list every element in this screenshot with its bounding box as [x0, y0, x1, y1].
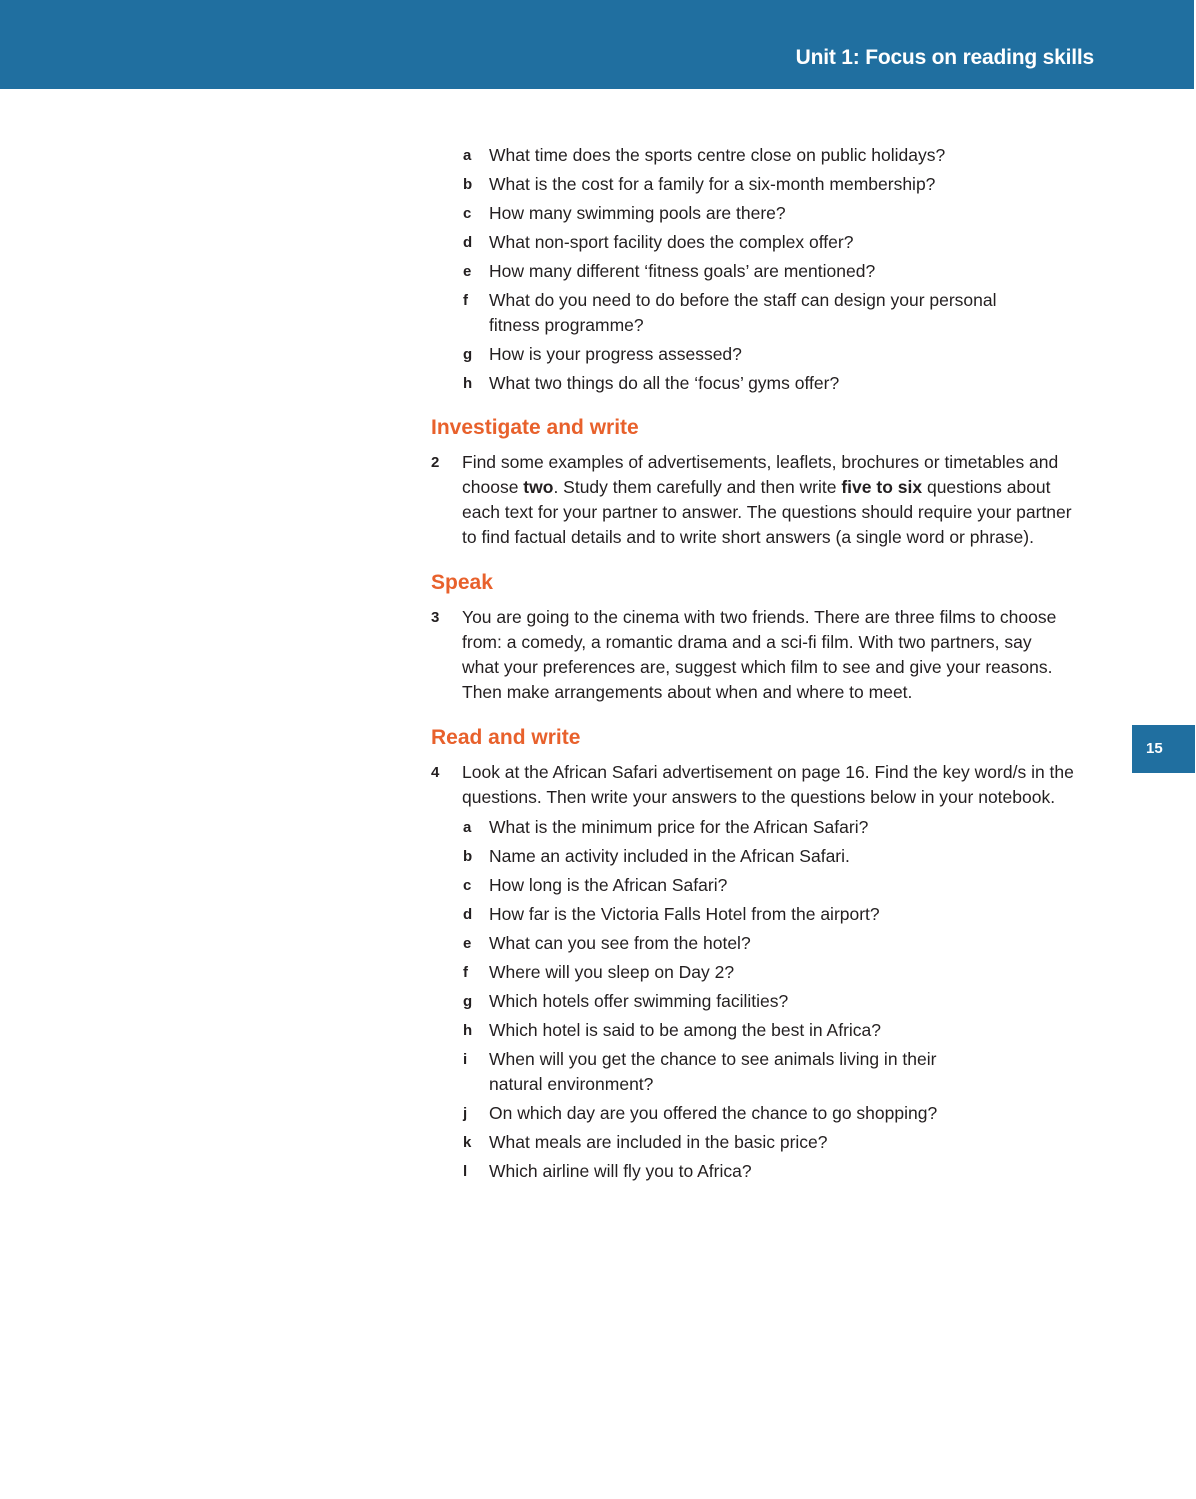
task-4 [431, 760, 1101, 810]
list-item [463, 1130, 1101, 1155]
item-letter: a [463, 819, 472, 836]
list-item [463, 1159, 1101, 1184]
item-letter: g [463, 993, 473, 1010]
list-item [463, 902, 1101, 927]
task-number: 2 [431, 454, 440, 471]
task-text: You are going to the cinema with two friends. There are three films to choose from: a comedy, a romantic drama and a sci-fi film. With two partners, say what your preferences are, suggest which film to see and give your reasons. Then make arrangements about when and where to meet. [462, 607, 1057, 702]
page-number: 15 [1146, 740, 1163, 757]
item-letter: b [463, 848, 473, 865]
page-header-band [0, 0, 1194, 89]
item-letter: b [463, 176, 473, 193]
task-2 [431, 450, 1101, 550]
page-content [431, 143, 1101, 1188]
list-item [463, 989, 1101, 1014]
list-item [463, 873, 1101, 898]
task-number: 3 [431, 609, 440, 626]
item-text: How many different ‘fitness goals’ are mentioned? [489, 261, 876, 281]
item-letter: c [463, 205, 472, 222]
task-text: Look at the African Safari advertisement on page 16. Find the key word/s in the questions. Then write your answers to the questions below in your notebook. [462, 762, 1074, 807]
section-heading-investigate: Investigate and write [431, 416, 639, 439]
section-heading-read-write: Read and write [431, 726, 581, 749]
item-letter: k [463, 1134, 472, 1151]
page-number-tab [1132, 725, 1195, 773]
list-item [463, 201, 1101, 226]
item-letter: c [463, 877, 472, 894]
item-text: When will you get the chance to see animals living in their natural environment? [489, 1049, 937, 1094]
item-text: What do you need to do before the staff can design your personal fitness programme? [489, 290, 997, 335]
list-item [463, 815, 1101, 840]
list-item [463, 259, 1101, 284]
list-item [463, 230, 1101, 255]
section-heading-speak: Speak [431, 571, 493, 594]
item-text: Which hotels offer swimming facilities? [489, 991, 789, 1011]
task-text [462, 450, 1082, 550]
item-letter: g [463, 346, 473, 363]
question-list-1 [463, 143, 1101, 396]
task-number: 4 [431, 764, 440, 781]
item-letter: d [463, 234, 473, 251]
item-text: What two things do all the ‘focus’ gyms offer? [489, 373, 840, 393]
item-text: Which hotel is said to be among the best in Africa? [489, 1020, 882, 1040]
item-letter: l [463, 1163, 468, 1180]
item-text: How is your progress assessed? [489, 344, 742, 364]
item-text: Name an activity included in the African Safari. [489, 846, 850, 866]
list-item [463, 844, 1101, 869]
item-text: What non-sport facility does the complex offer? [489, 232, 854, 252]
item-letter: a [463, 147, 472, 164]
item-letter: d [463, 906, 473, 923]
item-letter: e [463, 263, 472, 280]
list-item [463, 1101, 1101, 1126]
item-text: Where will you sleep on Day 2? [489, 962, 735, 982]
task-text-part: questions about each text for your partner to answer. The questions should require your partner to find factual details and to write short answers (a single word or phrase). [462, 477, 1072, 547]
list-item [463, 342, 1101, 367]
list-item [463, 931, 1101, 956]
list-item [463, 143, 1101, 168]
item-text: What is the minimum price for the African Safari? [489, 817, 869, 837]
item-letter: i [463, 1051, 468, 1068]
item-letter: f [463, 292, 468, 309]
item-text: How many swimming pools are there? [489, 203, 786, 223]
list-item [463, 1047, 1101, 1097]
item-text: Which airline will fly you to Africa? [489, 1161, 752, 1181]
task-bold-part: five to six [841, 477, 923, 497]
task-bold-part: two [523, 477, 554, 497]
question-list-4 [463, 815, 1101, 1184]
item-text: What can you see from the hotel? [489, 933, 751, 953]
item-text: What time does the sports centre close on public holidays? [489, 145, 946, 165]
item-letter: e [463, 935, 472, 952]
task-text-part: . Study them carefully and then write [553, 477, 842, 497]
list-item [463, 371, 1101, 396]
task-3 [431, 605, 1101, 705]
list-item [463, 172, 1101, 197]
item-letter: h [463, 375, 473, 392]
list-item [463, 288, 1101, 338]
list-item [463, 1018, 1101, 1043]
item-letter: f [463, 964, 468, 981]
item-letter: h [463, 1022, 473, 1039]
item-text: What meals are included in the basic price? [489, 1132, 828, 1152]
item-text: How long is the African Safari? [489, 875, 728, 895]
list-item [463, 960, 1101, 985]
item-letter: j [463, 1105, 468, 1122]
item-text: How far is the Victoria Falls Hotel from the airport? [489, 904, 880, 924]
task-text-part: Find some examples of advertisements, leaflets, brochures or timetables and choose [462, 452, 1059, 497]
item-text: What is the cost for a family for a six-month membership? [489, 174, 936, 194]
unit-title: Unit 1: Focus on reading skills [795, 46, 1094, 69]
item-text: On which day are you offered the chance to go shopping? [489, 1103, 938, 1123]
